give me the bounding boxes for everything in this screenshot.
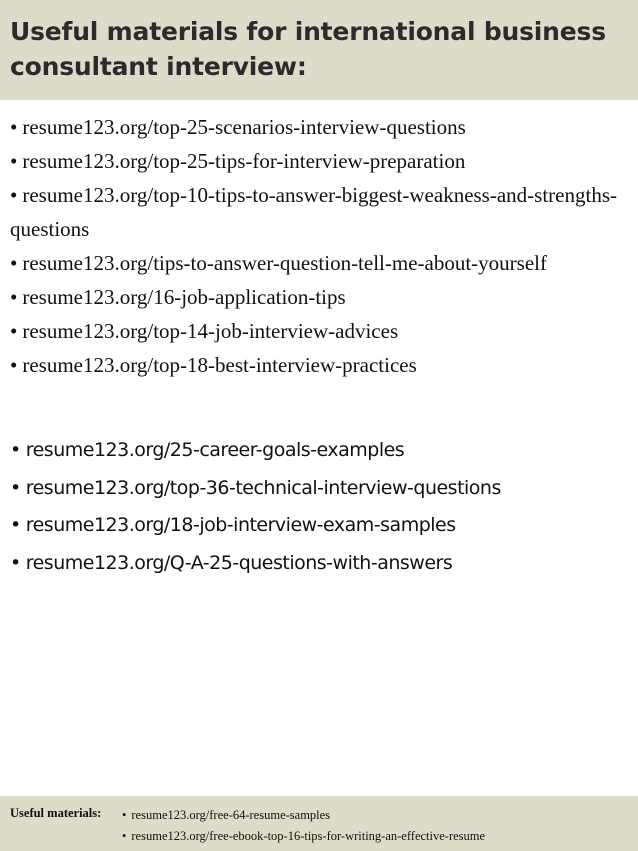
bullet-icon: • xyxy=(10,514,21,537)
list-item[interactable] xyxy=(10,280,630,314)
bullet-icon: • xyxy=(10,149,18,173)
bullet-icon: • xyxy=(10,551,21,574)
list-item[interactable] xyxy=(10,314,630,348)
list-item[interactable] xyxy=(10,178,630,246)
bullet-icon: • xyxy=(122,829,127,843)
resource-link[interactable]: resume123.org/top-25-tips-for-interview-preparation xyxy=(22,149,466,173)
list-item[interactable] xyxy=(10,144,630,178)
bullet-icon: • xyxy=(10,183,18,207)
resource-link[interactable]: resume123.org/top-36-technical-interview-questions xyxy=(25,476,501,499)
header-band xyxy=(0,0,638,100)
list-item[interactable] xyxy=(10,348,630,382)
footer-label: Useful materials: xyxy=(10,806,102,820)
footer-link[interactable]: resume123.org/free-64-resume-samples xyxy=(131,808,331,822)
footer-link[interactable]: resume123.org/free-ebook-top-16-tips-for-writing-an-effective-resume xyxy=(131,829,486,843)
resource-link[interactable]: resume123.org/Q-A-25-questions-with-answers xyxy=(25,551,453,574)
resource-list-primary xyxy=(10,110,630,382)
list-item[interactable] xyxy=(10,110,630,144)
bullet-icon: • xyxy=(10,439,21,461)
footer-link-item[interactable] xyxy=(122,826,485,847)
list-item[interactable] xyxy=(10,507,630,545)
bullet-icon: • xyxy=(10,115,18,139)
resource-link[interactable]: resume123.org/top-14-job-interview-advices xyxy=(22,319,399,343)
bullet-icon: • xyxy=(10,251,18,275)
resource-list-secondary xyxy=(10,432,630,582)
bullet-icon: • xyxy=(10,285,18,309)
footer-links xyxy=(122,805,485,847)
resource-link[interactable]: resume123.org/top-25-scenarios-interview-questions xyxy=(22,115,466,139)
resource-link[interactable]: resume123.org/25-career-goals-examples xyxy=(25,439,405,461)
list-item[interactable] xyxy=(10,432,630,470)
bullet-icon: • xyxy=(10,353,18,377)
resource-link[interactable]: resume123.org/18-job-interview-exam-samples xyxy=(25,514,456,537)
resource-link[interactable]: resume123.org/16-job-application-tips xyxy=(22,285,346,309)
bullet-icon: • xyxy=(10,476,21,499)
footer-link-item[interactable] xyxy=(122,805,485,826)
list-item[interactable] xyxy=(10,545,630,583)
bullet-icon: • xyxy=(10,319,18,343)
resource-link[interactable]: resume123.org/top-18-best-interview-practices xyxy=(22,353,417,377)
resource-link[interactable]: resume123.org/tips-to-answer-question-tell-me-about-yourself xyxy=(22,251,547,275)
page-title: Useful materials for international business consultant interview: xyxy=(10,17,606,81)
list-item[interactable] xyxy=(10,246,630,280)
footer-band xyxy=(0,796,638,851)
list-item[interactable] xyxy=(10,470,630,508)
bullet-icon: • xyxy=(122,808,127,822)
resource-link[interactable]: resume123.org/top-10-tips-to-answer-biggest-weakness-and-strengths-questions xyxy=(10,183,617,241)
